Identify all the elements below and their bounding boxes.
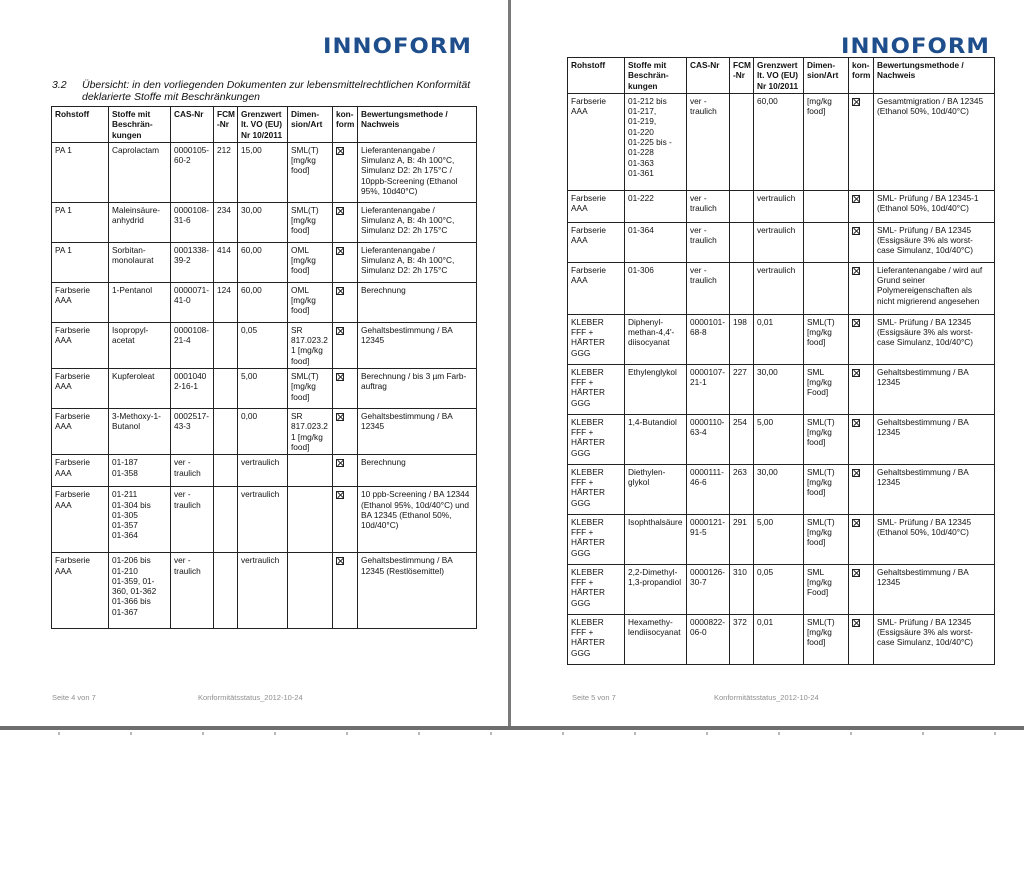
- cell-rohstoff: Farbserie AAA: [568, 93, 625, 190]
- cell-cas-nr: 0000126- 30-7: [687, 564, 730, 614]
- document-page-5: [511, 0, 1024, 726]
- cell-fcm-nr: [730, 222, 754, 262]
- section-number: 3.2: [52, 79, 67, 91]
- cell-rohstoff: PA 1: [52, 242, 109, 282]
- cell-bewertung: 10 ppb-Screening / BA 12344 (Ethanol 95%, 10d/40°C) und BA 12345 (Ethanol 50%, 10d/40°C): [358, 487, 477, 553]
- header-stoffe: Stoffe mit Beschrän- kungen: [109, 107, 171, 143]
- checked-box-icon: [852, 98, 860, 106]
- cell-dimension: [804, 222, 849, 262]
- cell-bewertung: Lieferantenangabe / Simulanz A, B: 4h 100°C, Simulanz D2: 2h 175°C / 10ppb-Screening (Ethanol 95%, 10d40°C): [358, 142, 477, 202]
- cell-konform: [849, 464, 874, 514]
- cell-konform: [849, 222, 874, 262]
- cell-fcm-nr: 414: [214, 242, 238, 282]
- checked-box-icon: [336, 247, 344, 255]
- header-konform: kon- form: [849, 58, 874, 94]
- checked-box-icon: [336, 459, 344, 467]
- checked-box-icon: [336, 413, 344, 421]
- cell-rohstoff: Farbserie AAA: [52, 455, 109, 487]
- header-bewertung: Bewertungsmethode / Nachweis: [358, 107, 477, 143]
- cell-konform: [849, 190, 874, 222]
- table-row: [568, 364, 995, 414]
- cell-grenzwert: 0,00: [238, 409, 288, 455]
- cell-cas-nr: ver - traulich: [687, 93, 730, 190]
- innoform-logo: INNOFORM: [840, 34, 990, 58]
- cell-dimension: OML [mg/kg food]: [288, 242, 333, 282]
- cell-stoffe: 01-187 01-358: [109, 455, 171, 487]
- cell-grenzwert: vertraulich: [754, 222, 804, 262]
- cell-stoffe: Sorbitan- monolaurat: [109, 242, 171, 282]
- cell-konform: [849, 514, 874, 564]
- table-row: [568, 314, 995, 364]
- cell-cas-nr: 0000111- 46-6: [687, 464, 730, 514]
- cell-grenzwert: 5,00: [754, 514, 804, 564]
- cell-stoffe: Isopropyl- acetat: [109, 322, 171, 368]
- cell-fcm-nr: 372: [730, 614, 754, 664]
- cell-konform: [849, 564, 874, 614]
- cell-konform: [333, 487, 358, 553]
- cell-stoffe: 3-Methoxy-1- Butanol: [109, 409, 171, 455]
- cell-dimension: SML(T) [mg/kg food]: [804, 464, 849, 514]
- viewer-bottom-border: [0, 726, 1024, 730]
- cell-stoffe: Isophthalsäure: [625, 514, 687, 564]
- cell-stoffe: Hexamethy- lendiisocyanat: [625, 614, 687, 664]
- cell-rohstoff: Farbserie AAA: [52, 553, 109, 629]
- cell-konform: [849, 614, 874, 664]
- cell-cas-nr: 0000121- 91-5: [687, 514, 730, 564]
- cell-grenzwert: 0,01: [754, 314, 804, 364]
- cell-bewertung: SML- Prüfung / BA 12345 (Essigsäure 3% als worst- case Simulanz, 10d/40°C): [874, 614, 995, 664]
- cell-konform: [333, 455, 358, 487]
- cell-rohstoff: Farbserie AAA: [568, 222, 625, 262]
- cell-bewertung: SML- Prüfung / BA 12345 (Essigsäure 3% als worst- case Simulanz, 10d/40°C): [874, 314, 995, 364]
- cell-stoffe: Diphenyl- methan-4,4'- diisocyanat: [625, 314, 687, 364]
- checked-box-icon: [852, 619, 860, 627]
- cell-rohstoff: KLEBER FFF + HÄRTER GGG: [568, 464, 625, 514]
- cell-konform: [849, 262, 874, 314]
- cell-cas-nr: 0002517- 43-3: [171, 409, 214, 455]
- cell-bewertung: Berechnung / bis 3 µm Farb- auftrag: [358, 369, 477, 409]
- checked-box-icon: [852, 419, 860, 427]
- checked-box-icon: [852, 319, 860, 327]
- cell-bewertung: Gehaltsbestimmung / BA 12345: [874, 464, 995, 514]
- header-cas: CAS-Nr: [171, 107, 214, 143]
- cell-fcm-nr: [730, 262, 754, 314]
- cell-konform: [333, 242, 358, 282]
- table-row: [568, 222, 995, 262]
- restricted-substances-table-continued: [567, 57, 995, 665]
- cell-rohstoff: KLEBER FFF + HÄRTER GGG: [568, 314, 625, 364]
- cell-konform: [849, 93, 874, 190]
- table-header-row: [52, 107, 477, 143]
- cell-dimension: [804, 262, 849, 314]
- cell-bewertung: Lieferantenangabe / Simulanz A, B: 4h 100°C, Simulanz D2: 2h 175°C: [358, 202, 477, 242]
- checked-box-icon: [336, 373, 344, 381]
- cell-grenzwert: 60,00: [238, 242, 288, 282]
- cell-bewertung: Berechnung: [358, 282, 477, 322]
- cell-rohstoff: KLEBER FFF + HÄRTER GGG: [568, 414, 625, 464]
- cell-fcm-nr: [730, 190, 754, 222]
- cell-konform: [849, 364, 874, 414]
- header-rohstoff: Rohstoff: [568, 58, 625, 94]
- cell-bewertung: SML- Prüfung / BA 12345-1 (Ethanol 50%, 10d/40°C): [874, 190, 995, 222]
- cell-fcm-nr: [214, 487, 238, 553]
- cell-dimension: SR 817.023.2 1 [mg/kg food]: [288, 409, 333, 455]
- cell-dimension: [288, 455, 333, 487]
- cell-konform: [849, 314, 874, 364]
- cell-rohstoff: KLEBER FFF + HÄRTER GGG: [568, 364, 625, 414]
- checked-box-icon: [852, 569, 860, 577]
- cell-dimension: SML(T) [mg/kg food]: [804, 614, 849, 664]
- cell-grenzwert: vertraulich: [754, 262, 804, 314]
- header-grenzwert: Grenzwert lt. VO (EU) Nr 10/2011: [754, 58, 804, 94]
- document-page-4: [0, 0, 508, 726]
- cell-stoffe: Diethylen- glykol: [625, 464, 687, 514]
- table-row: [52, 409, 477, 455]
- cell-bewertung: Gehaltsbestimmung / BA 12345: [874, 414, 995, 464]
- cell-rohstoff: KLEBER FFF + HÄRTER GGG: [568, 514, 625, 564]
- cell-fcm-nr: 263: [730, 464, 754, 514]
- cell-stoffe: 01-206 bis 01-210 01-359, 01- 360, 01-362 01-366 bis 01-367: [109, 553, 171, 629]
- checked-box-icon: [852, 267, 860, 275]
- cell-rohstoff: Farbserie AAA: [52, 282, 109, 322]
- cell-stoffe: Ethylenglykol: [625, 364, 687, 414]
- cell-rohstoff: Farbserie AAA: [568, 262, 625, 314]
- table-row: [52, 369, 477, 409]
- cell-cas-nr: 0000071- 41-0: [171, 282, 214, 322]
- cell-stoffe: Caprolactam: [109, 142, 171, 202]
- cell-stoffe: 01-364: [625, 222, 687, 262]
- cell-cas-nr: 0000108- 31-6: [171, 202, 214, 242]
- cell-fcm-nr: [214, 553, 238, 629]
- cell-bewertung: Berechnung: [358, 455, 477, 487]
- cell-dimension: [804, 190, 849, 222]
- table-row: [52, 322, 477, 368]
- cell-grenzwert: 30,00: [754, 464, 804, 514]
- cell-rohstoff: KLEBER FFF + HÄRTER GGG: [568, 564, 625, 614]
- cell-rohstoff: PA 1: [52, 142, 109, 202]
- table-row: [568, 464, 995, 514]
- table-row: [52, 487, 477, 553]
- cell-konform: [333, 553, 358, 629]
- cell-fcm-nr: 254: [730, 414, 754, 464]
- cell-bewertung: SML- Prüfung / BA 12345 (Essigsäure 3% als worst- case Simulanz, 10d/40°C): [874, 222, 995, 262]
- cell-grenzwert: 30,00: [754, 364, 804, 414]
- cell-grenzwert: 5,00: [238, 369, 288, 409]
- cell-fcm-nr: 291: [730, 514, 754, 564]
- cell-dimension: [mg/kg food]: [804, 93, 849, 190]
- cell-stoffe: 1,4-Butandiol: [625, 414, 687, 464]
- cell-bewertung: Lieferantenangabe / wird auf Grund seiner Polymereigenschaften als nicht migrierend angesehen: [874, 262, 995, 314]
- cell-fcm-nr: 310: [730, 564, 754, 614]
- cell-stoffe: 1-Pentanol: [109, 282, 171, 322]
- table-row: [568, 93, 995, 190]
- cell-konform: [333, 282, 358, 322]
- cell-bewertung: Gehaltsbestimmung / BA 12345: [358, 409, 477, 455]
- cell-cas-nr: 0000107- 21-1: [687, 364, 730, 414]
- table-row: [52, 282, 477, 322]
- cell-fcm-nr: 234: [214, 202, 238, 242]
- cell-stoffe: 01-306: [625, 262, 687, 314]
- cell-cas-nr: ver - traulich: [171, 487, 214, 553]
- cell-bewertung: Gehaltsbestimmung / BA 12345: [358, 322, 477, 368]
- cell-bewertung: Gehaltsbestimmung / BA 12345: [874, 564, 995, 614]
- checked-box-icon: [852, 195, 860, 203]
- table-row: [568, 614, 995, 664]
- checked-box-icon: [852, 369, 860, 377]
- innoform-logo: INNOFORM: [322, 34, 472, 58]
- document-status-label: Konformitätsstatus_2012-10-24: [714, 693, 819, 702]
- header-dimension: Dimen- sion/Art: [288, 107, 333, 143]
- cell-dimension: [288, 553, 333, 629]
- cell-fcm-nr: 227: [730, 364, 754, 414]
- checked-box-icon: [336, 147, 344, 155]
- table-row: [52, 242, 477, 282]
- cell-cas-nr: ver - traulich: [687, 262, 730, 314]
- cell-cas-nr: ver - traulich: [171, 455, 214, 487]
- cell-cas-nr: 0000108- 21-4: [171, 322, 214, 368]
- cell-fcm-nr: [214, 409, 238, 455]
- cell-bewertung: Gehaltsbestimmung / BA 12345 (Restlösemittel): [358, 553, 477, 629]
- cell-dimension: SML(T) [mg/kg food]: [288, 142, 333, 202]
- cell-konform: [333, 409, 358, 455]
- cell-bewertung: Lieferantenangabe / Simulanz A, B: 4h 100°C, Simulanz D2: 2h 175°C: [358, 242, 477, 282]
- cell-konform: [333, 369, 358, 409]
- cell-konform: [333, 142, 358, 202]
- header-stoffe: Stoffe mit Beschrän- kungen: [625, 58, 687, 94]
- cell-rohstoff: Farbserie AAA: [52, 322, 109, 368]
- table-row: [52, 202, 477, 242]
- table-row: [568, 514, 995, 564]
- cell-dimension: [288, 487, 333, 553]
- cell-konform: [333, 202, 358, 242]
- cell-stoffe: 2,2-Dimethyl- 1,3-propandiol: [625, 564, 687, 614]
- cell-dimension: SR 817.023.2 1 [mg/kg food]: [288, 322, 333, 368]
- cell-dimension: SML(T) [mg/kg food]: [804, 514, 849, 564]
- cell-grenzwert: 0,05: [754, 564, 804, 614]
- cell-stoffe: 01-212 bis 01-217, 01-219, 01-220 01-225 bis - 01-228 01-363 01-361: [625, 93, 687, 190]
- page-number: Seite 4 von 7: [52, 693, 96, 702]
- cell-rohstoff: Farbserie AAA: [568, 190, 625, 222]
- cell-grenzwert: 30,00: [238, 202, 288, 242]
- cell-cas-nr: 0000822- 06-0: [687, 614, 730, 664]
- cell-stoffe: 01-222: [625, 190, 687, 222]
- table-row: [52, 142, 477, 202]
- table-row: [568, 262, 995, 314]
- cell-dimension: SML(T) [mg/kg food]: [288, 369, 333, 409]
- header-fcm: FCM -Nr: [730, 58, 754, 94]
- section-title: Übersicht: in den vorliegenden Dokumenten zur lebensmittelrechtlichen Konformität deklarierte Stoffe mit Beschränkungen: [82, 79, 471, 103]
- cell-konform: [849, 414, 874, 464]
- cell-rohstoff: PA 1: [52, 202, 109, 242]
- table-row: [568, 414, 995, 464]
- cell-grenzwert: 0,01: [754, 614, 804, 664]
- cell-cas-nr: ver - traulich: [171, 553, 214, 629]
- table-row: [568, 564, 995, 614]
- checked-box-icon: [852, 227, 860, 235]
- cell-grenzwert: 5,00: [754, 414, 804, 464]
- cell-grenzwert: vertraulich: [238, 553, 288, 629]
- cell-dimension: SML [mg/kg Food]: [804, 564, 849, 614]
- cell-cas-nr: ver - traulich: [687, 222, 730, 262]
- cell-rohstoff: KLEBER FFF + HÄRTER GGG: [568, 614, 625, 664]
- table-header-row: [568, 58, 995, 94]
- cell-bewertung: Gehaltsbestimmung / BA 12345: [874, 364, 995, 414]
- cell-rohstoff: Farbserie AAA: [52, 409, 109, 455]
- checked-box-icon: [852, 519, 860, 527]
- cell-cas-nr: ver - traulich: [687, 190, 730, 222]
- document-status-label: Konformitätsstatus_2012-10-24: [198, 693, 303, 702]
- cell-cas-nr: 0000105- 60-2: [171, 142, 214, 202]
- cell-grenzwert: 60,00: [754, 93, 804, 190]
- checked-box-icon: [336, 491, 344, 499]
- cell-cas-nr: 0001338- 39-2: [171, 242, 214, 282]
- cell-dimension: SML(T) [mg/kg food]: [804, 414, 849, 464]
- cell-stoffe: Kupferoleat: [109, 369, 171, 409]
- cell-grenzwert: vertraulich: [238, 455, 288, 487]
- restricted-substances-table: [51, 106, 477, 629]
- cell-fcm-nr: [214, 455, 238, 487]
- cell-grenzwert: 60,00: [238, 282, 288, 322]
- cell-cas-nr: 0000101- 68-8: [687, 314, 730, 364]
- section-heading: [52, 79, 482, 103]
- cell-stoffe: 01-211 01-304 bis 01-305 01-357 01-364: [109, 487, 171, 553]
- cell-fcm-nr: [214, 322, 238, 368]
- cell-grenzwert: 0,05: [238, 322, 288, 368]
- header-rohstoff: Rohstoff: [52, 107, 109, 143]
- page-number: Seite 5 von 7: [572, 693, 616, 702]
- cell-rohstoff: Farbserie AAA: [52, 487, 109, 553]
- cell-dimension: SML [mg/kg Food]: [804, 364, 849, 414]
- cell-bewertung: Gesamtmigration / BA 12345 (Ethanol 50%, 10d/40°C): [874, 93, 995, 190]
- cell-cas-nr: 0000110- 63-4: [687, 414, 730, 464]
- table-row: [568, 190, 995, 222]
- checked-box-icon: [336, 207, 344, 215]
- cell-dimension: OML [mg/kg food]: [288, 282, 333, 322]
- cell-cas-nr: 0001040 2-16-1: [171, 369, 214, 409]
- header-konform: kon- form: [333, 107, 358, 143]
- cell-stoffe: Maleinsäure- anhydrid: [109, 202, 171, 242]
- cell-fcm-nr: [730, 93, 754, 190]
- table-row: [52, 553, 477, 629]
- header-fcm: FCM -Nr: [214, 107, 238, 143]
- viewer-bottom-ruler: [0, 732, 1024, 735]
- cell-grenzwert: vertraulich: [754, 190, 804, 222]
- cell-dimension: SML(T) [mg/kg food]: [804, 314, 849, 364]
- checked-box-icon: [852, 469, 860, 477]
- cell-fcm-nr: 212: [214, 142, 238, 202]
- header-bewertung: Bewertungsmethode / Nachweis: [874, 58, 995, 94]
- cell-grenzwert: 15,00: [238, 142, 288, 202]
- cell-fcm-nr: 198: [730, 314, 754, 364]
- table-row: [52, 455, 477, 487]
- checked-box-icon: [336, 287, 344, 295]
- checked-box-icon: [336, 557, 344, 565]
- header-grenzwert: Grenzwert lt. VO (EU) Nr 10/2011: [238, 107, 288, 143]
- cell-fcm-nr: 124: [214, 282, 238, 322]
- checked-box-icon: [336, 327, 344, 335]
- cell-dimension: SML(T) [mg/kg food]: [288, 202, 333, 242]
- cell-konform: [333, 322, 358, 368]
- header-dimension: Dimen- sion/Art: [804, 58, 849, 94]
- cell-rohstoff: Farbserie AAA: [52, 369, 109, 409]
- header-cas: CAS-Nr: [687, 58, 730, 94]
- cell-bewertung: SML- Prüfung / BA 12345 (Ethanol 50%, 10d/40°C): [874, 514, 995, 564]
- cell-grenzwert: vertraulich: [238, 487, 288, 553]
- cell-fcm-nr: [214, 369, 238, 409]
